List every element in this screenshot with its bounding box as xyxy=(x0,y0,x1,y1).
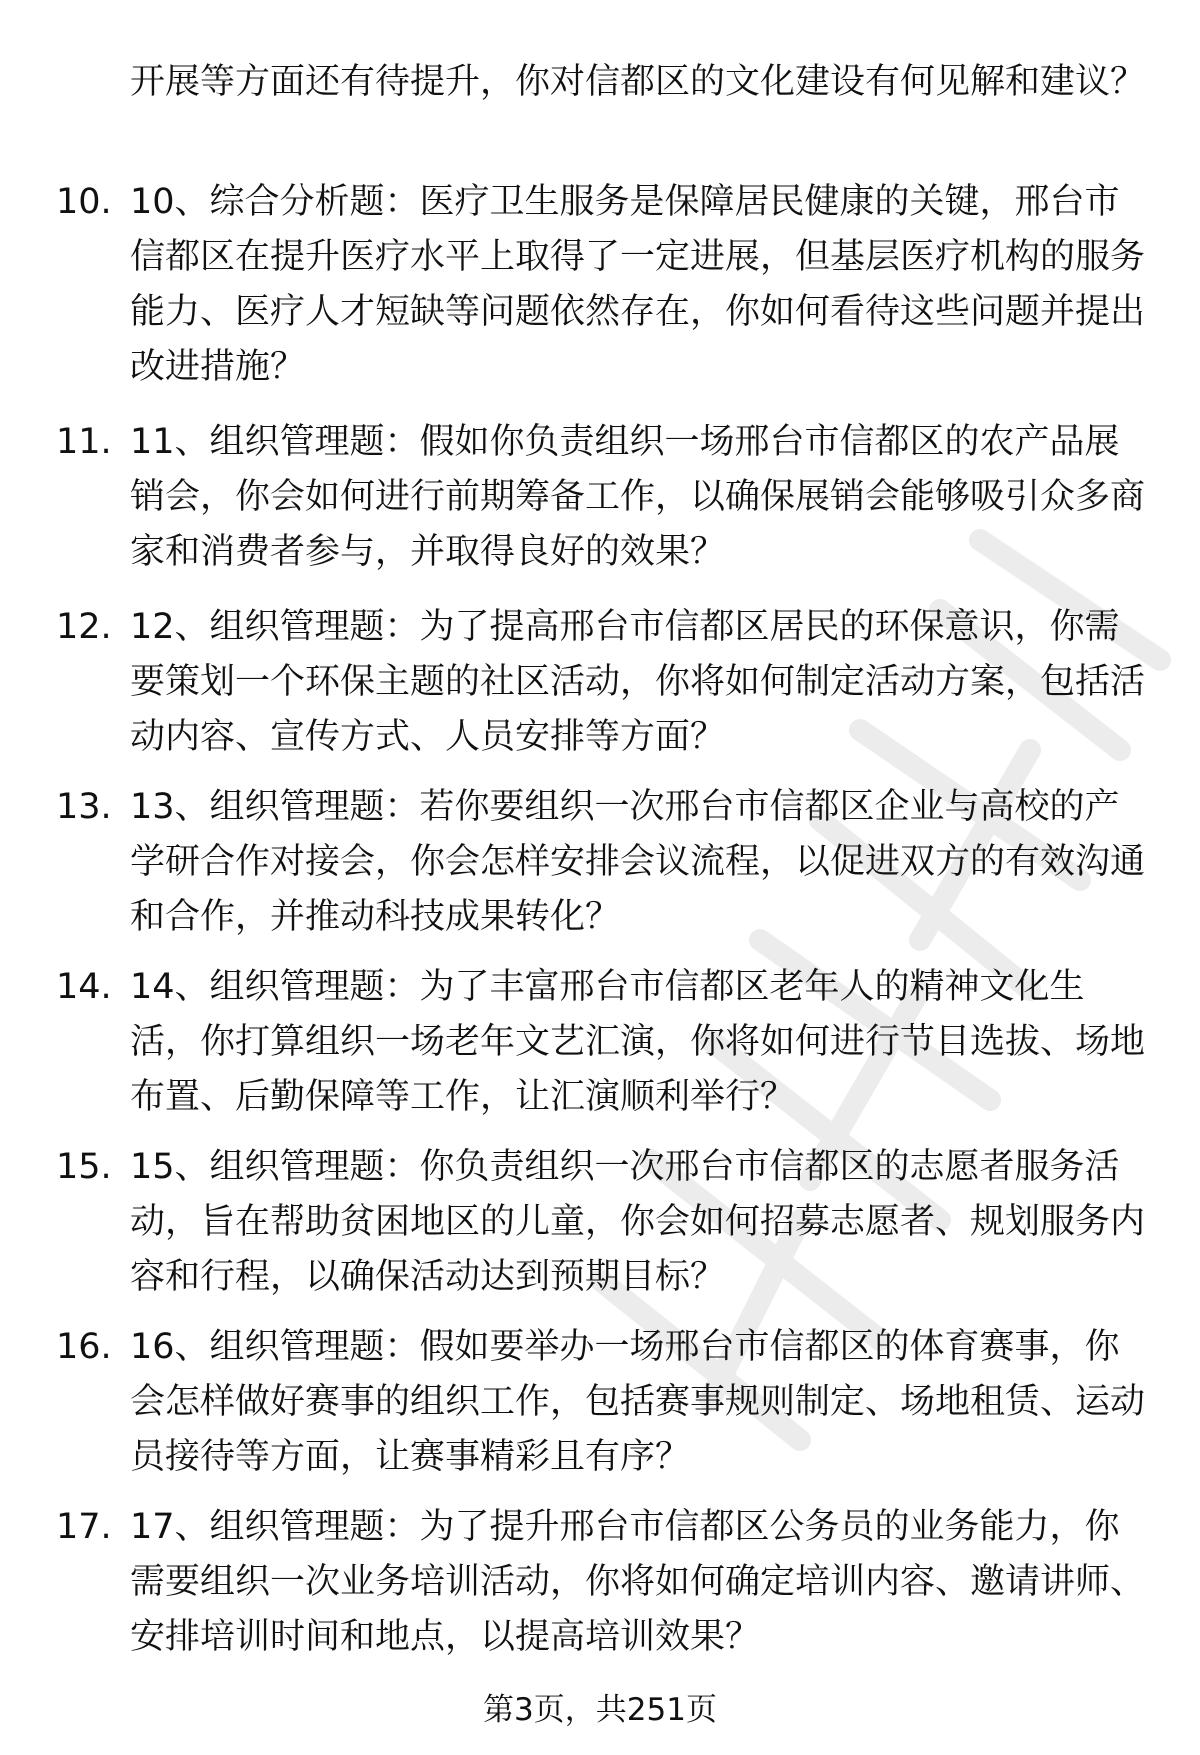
list-item-text: 13、组织管理题：若你要组织一次邢台市信都区企业与高校的产学研合作对接会，你会怎样安排会议流程，以促进双方的有效沟通和合作，并推动科技成果转化？ xyxy=(130,787,1146,937)
continuation-paragraph: 开展等方面还有待提升，你对信都区的文化建设有何见解和建议？ xyxy=(130,62,1146,102)
list-item-number: 12. xyxy=(56,607,112,647)
list-item-text: 16、组织管理题：假如要举办一场邢台市信都区的体育赛事，你会怎样做好赛事的组织工作，包括赛事规则制定、场地租赁、运动员接待等方面，让赛事精彩且有序？ xyxy=(130,1327,1146,1477)
list-item-text: 11、组织管理题：假如你负责组织一场邢台市信都区的农产品展销会，你会如何进行前期筹备工作，以确保展销会能够吸引众多商家和消费者参与，并取得良好的效果？ xyxy=(130,422,1146,572)
list-item-text: 14、组织管理题：为了丰富邢台市信都区老年人的精神文化生活，你打算组织一场老年文艺汇演，你将如何进行节目选拔、场地布置、后勤保障等工作，让汇演顺利举行？ xyxy=(130,967,1146,1117)
list-item-number: 16. xyxy=(56,1327,112,1367)
list-item-number: 17. xyxy=(56,1507,112,1547)
list-item-number: 10. xyxy=(56,182,112,222)
list-item-text: 17、组织管理题：为了提升邢台市信都区公务员的业务能力，你需要组织一次业务培训活动，你将如何确定培训内容、邀请讲师、安排培训时间和地点，以提高培训效果？ xyxy=(130,1507,1146,1657)
list-item-number: 15. xyxy=(56,1147,112,1187)
list-item-number: 14. xyxy=(56,967,112,1007)
list-item-number: 13. xyxy=(56,787,112,827)
list-item-text: 12、组织管理题：为了提高邢台市信都区居民的环保意识，你需要策划一个环保主题的社区活动，你将如何制定活动方案，包括活动内容、宣传方式、人员安排等方面？ xyxy=(130,607,1146,757)
list-item-text: 15、组织管理题：你负责组织一次邢台市信都区的志愿者服务活动，旨在帮助贫困地区的儿童，你会如何招募志愿者、规划服务内容和行程，以确保活动达到预期目标？ xyxy=(130,1147,1146,1297)
list-item-number: 11. xyxy=(56,422,112,462)
page-footer: 第3页，共251页 xyxy=(483,1692,717,1728)
list-item-text: 10、综合分析题：医疗卫生服务是保障居民健康的关键，邢台市信都区在提升医疗水平上取得了一定进展，但基层医疗机构的服务能力、医疗人才短缺等问题依然存在，你如何看待这些问题并提出改进措施？ xyxy=(130,182,1146,387)
